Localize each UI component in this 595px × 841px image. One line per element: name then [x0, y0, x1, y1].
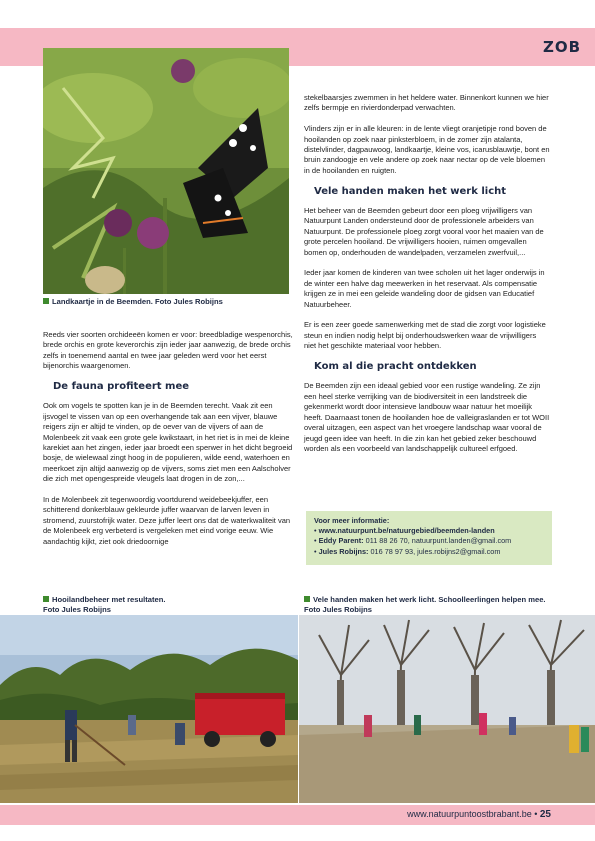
paragraph: In de Molenbeek zit tegenwoordig voortdurend weidebeekjuffer, een schitterend donkerblauw gekleurde juffer waarvan de larven leven in stromend, zuurstofrijk water. Deze juffer leert ons dat de waterkwaliteit van de Molenbeek erg verbeterd is vergeleken met eind vorige eeuw. Wie aandachtig kijkt, ziet ook driedoornige	[43, 495, 291, 546]
paragraph: Vlinders zijn er in alle kleuren: in de lente vliegt oranjetipje rond boven de hooilanden op zoek naar pinksterbloem, in de zomer zijn atalanta, distelvlinder, dagpauwoog, landkaartje, kleine vos, icarusblauwtje, bont en bruin zandoogje en vele andere op zoek naar nectar op de vele bloemen in de hooilanden en ruigten.	[304, 124, 550, 175]
hay-caption: Hooilandbeheer met resultaten. Foto Jules Robijns	[43, 595, 166, 614]
school-photo	[299, 615, 595, 803]
info-row: • Jules Robijns: 016 78 97 93, jules.robijns2@gmail.com	[314, 546, 501, 556]
paragraph: Er is een zeer goede samenwerking met de stad die zorgt voor logistieke steun en indien nodig helpt bij onderhoudswerken waar de vrijwilligers niet het geschikte materiaal voor hebben.	[304, 320, 546, 351]
paragraph: Reeds vier soorten orchideeën komen er voor: breedbladige wespenorchis, brede orchis en grote keverorchis zijn ieder jaar aanwezig, de brede orchis zelfs in toenemend aantal en twee jaar geleden werd voor het eerst bijenorchis waargenomen.	[43, 330, 293, 371]
paragraph: stekelbaarsjes zwemmen in het heldere water. Binnenkort kunnen we hier zelfs bermpje en rivierdonderpad verwachten.	[304, 93, 549, 113]
right-column	[304, 93, 550, 465]
heading-fauna: De fauna profiteert mee	[53, 381, 190, 393]
paragraph: De Beemden zijn een ideaal gebied voor een rustige wandeling. Ze zijn een heel sterke verrijking van de biodiversiteit in een landstreek die gekenmerkt wordt door intensieve landbouw waar natuur het moeilijk heeft. Daarnaast tonen de hooilanden hoe de valleigraslanden er tot WOII overal uitzagen, een aspect van het vroegere landschap waar vooral de jeugd geen idee van heeft. In die zin kan het gebied zeker beschouwd worden als een voorbeeld van landschappelijk cultureel erfgoed.	[304, 381, 550, 453]
butterfly-caption: Landkaartje in de Beemden. Foto Jules Robijns	[43, 297, 223, 307]
paragraph: Ieder jaar komen de kinderen van twee scholen uit het lager onderwijs in de winter een halve dag meewerken in het reservaat. Als compensatie krijgen ze in mei een geleide wandeling door de gidsen van Educatief Natuurbeheer.	[304, 268, 545, 309]
heading-vele-handen: Vele handen maken het werk licht	[314, 185, 507, 197]
footer: www.natuurpuntoostbrabant.be • 25	[407, 809, 551, 820]
butterfly-photo	[43, 48, 289, 294]
info-contact[interactable]: 011 88 26 70, natuurpunt.landen@gmail.com	[363, 536, 512, 546]
footer-url[interactable]: www.natuurpuntoostbrabant.be	[407, 809, 532, 819]
caption-marker	[304, 596, 310, 602]
paragraph: Het beheer van de Beemden gebeurt door een ploeg vrijwilligers van Natuurpunt Landen ondersteund door de professionele arbeiders van Natuurpunt. De professionele ploeg zorgt vooral voor het maaien van de grote percelen hooiland. De vrijwilligers hooien, ruimen omgevallen bomen op, onderhouden de wandelpaden, verzamelen zwerfvuil,...	[304, 206, 544, 257]
school-caption: Vele handen maken het werk licht. Schoolleerlingen helpen mee. Foto Jules Robijns	[304, 595, 546, 614]
caption-marker	[43, 298, 49, 304]
info-box	[306, 511, 552, 565]
info-row: • Eddy Parent: 011 88 26 70, natuurpunt.landen@gmail.com	[314, 536, 512, 546]
page-number: 25	[539, 809, 551, 820]
hay-photo	[0, 615, 298, 803]
info-row: • www.natuurpunt.be/natuurgebied/beemden-landen	[314, 526, 495, 536]
heading-kom-ontdekken: Kom al die pracht ontdekken	[314, 361, 477, 373]
section-tag: ZOB	[542, 38, 581, 56]
caption-marker	[43, 596, 49, 602]
info-link[interactable]: www.natuurpunt.be/natuurgebied/beemden-landen	[318, 526, 495, 536]
left-column	[43, 330, 293, 557]
info-contact[interactable]: 016 78 97 93, jules.robijns2@gmail.com	[368, 546, 501, 556]
info-title: Voor meer informatie:	[314, 516, 390, 525]
paragraph: Ook om vogels te spotten kan je in de Beemden terecht. Vaak zit een ijsvogel te vissen van op een overhangende tak aan een vijver, blauwe reigers zijn er altijd te vinden, op de oever van de vijvers of aan de Molenbeek zit vaak een grote gele kwikstaart, in het riet is in mei de kleine karekiet aan het zingen, ieder jaar broedt een sperwer in het dicht begroeid bosje, de wielewaal zingt hoog in de populieren, wilde eend, waterhoen en meerkoet zijn altijd aanwezig op de vijvers, soms ziet men een Aalscholver die zich met opengespreide vleugels laat drogen in de zon,...	[43, 401, 293, 484]
